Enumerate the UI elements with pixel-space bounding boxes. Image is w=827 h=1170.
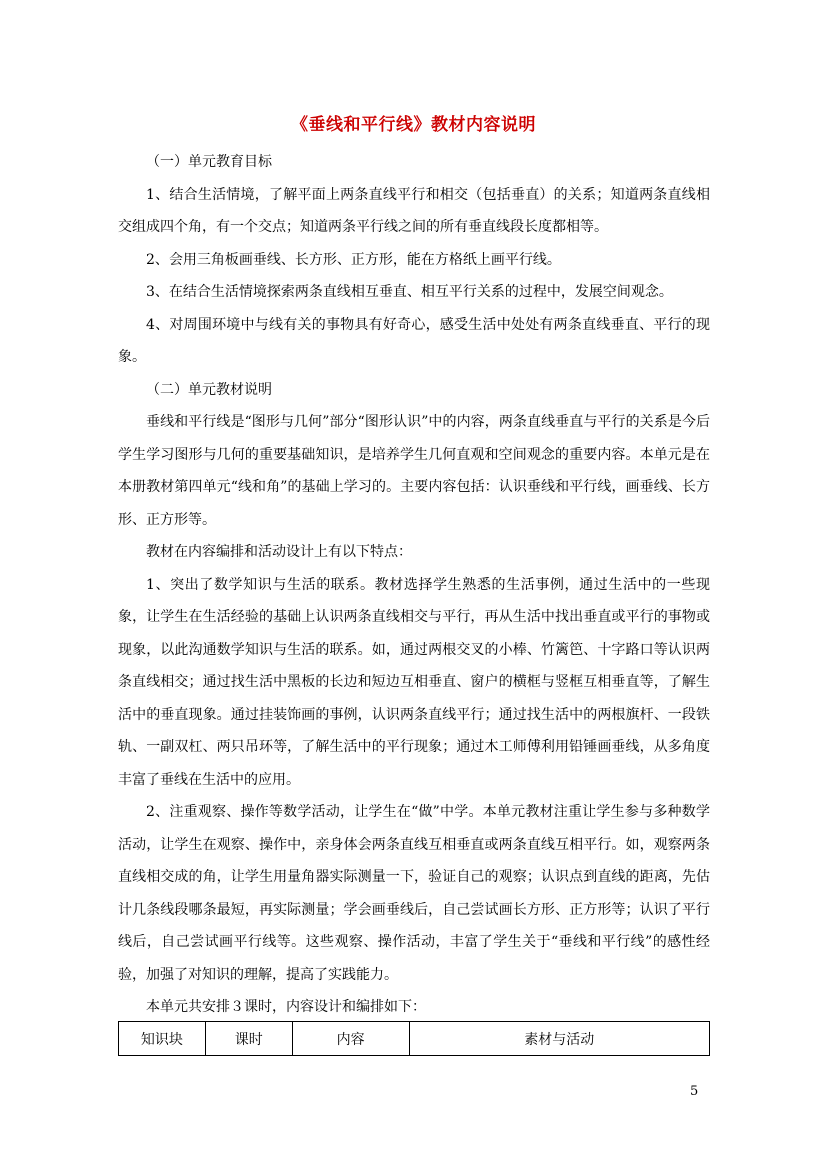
page-title: 《垂线和平行线》教材内容说明	[291, 115, 536, 135]
goal-paragraph-1: 1、结合生活情境，了解平面上两条直线平行和相交（包括垂直）的关系；知道两条直线相交组成四个角，有一个交点；知道两条平行线之间的所有垂直线段长度都相等。	[118, 186, 710, 235]
table-header-cell: 内容	[292, 1022, 409, 1056]
feature-paragraph-2: 2、注重观察、操作等数学活动，让学生在“做”中学。本单元教材注重让学生参与多种数学活动，让学生在观察、操作中，亲身体会两条直线互相垂直或两条直线互相平行。如，观察两条直线相交成的角，让学生用量角器实际测量一下，验证自己的观察；认识点到直线的距离，先估计几条线段哪条最短，再实际测量；学会画垂线后，自己尝试画长方形、正方形等；认识了平行线后，自己尝试画平行线等。这些观察、操作活动，丰富了学生关于“垂线和平行线”的感性经验，加强了对知识的理解，提高了实践能力。	[118, 804, 710, 983]
section-heading-goals: （一）单元教育目标	[146, 154, 272, 170]
table-header-cell: 素材与活动	[409, 1022, 709, 1056]
table-header-row	[119, 1022, 710, 1056]
goal-paragraph-4: 4、对周围环境中与线有关的事物具有好奇心，感受生活中处处有两条直线垂直、平行的现象。	[118, 316, 710, 365]
materials-paragraph-intro: 垂线和平行线是“图形与几何”部分“图形认识”中的内容，两条直线垂直与平行的关系是今后学生学习图形与几何的重要基础知识，是培养学生几何直观和空间观念的重要内容。本单元是在本册教材第四单元“线和角”的基础上学习的。主要内容包括：认识垂线和平行线，画垂线、长方形、正方形等。	[118, 414, 710, 528]
page-number: 5	[690, 1084, 699, 1099]
materials-paragraph-features: 教材在内容编排和活动设计上有以下特点：	[146, 544, 412, 560]
lesson-table	[118, 1021, 710, 1056]
table-header-cell: 课时	[205, 1022, 292, 1056]
goal-paragraph-2: 2、会用三角板画垂线、长方形、正方形，能在方格纸上画平行线。	[146, 251, 561, 268]
section-heading-materials: （二）单元教材说明	[146, 381, 272, 398]
table-header-cell: 知识块	[119, 1022, 206, 1056]
document-body	[118, 146, 710, 1024]
goal-paragraph-3: 3、在结合生活情境探索两条直线相互垂直、相互平行关系的过程中，发展空间观念。	[146, 284, 673, 300]
schedule-paragraph: 本单元共安排３课时，内容设计和编排如下：	[146, 999, 426, 1015]
feature-paragraph-1: 1、突出了数学知识与生活的联系。教材选择学生熟悉的生活事例，通过生活中的一些现象，让学生在生活经验的基础上认识两条直线相交与平行，再从生活中找出垂直或平行的事物或现象，以此沟通数学知识与生活的联系。如，通过两根交叉的小棒、竹篱笆、十字路口等认识两条直线相交；通过找生活中黑板的长边和短边互相垂直、窗户的横框与竖框互相垂直等，了解生活中的垂直现象。通过挂装饰画的事例，认识两条直线平行；通过找生活中的两根旗杆、一段铁轨、一副双杠、两只吊环等，了解生活中的平行现象；通过木工师傅利用铅锤画垂线，从多角度丰富了垂线在生活中的应用。	[118, 576, 710, 788]
